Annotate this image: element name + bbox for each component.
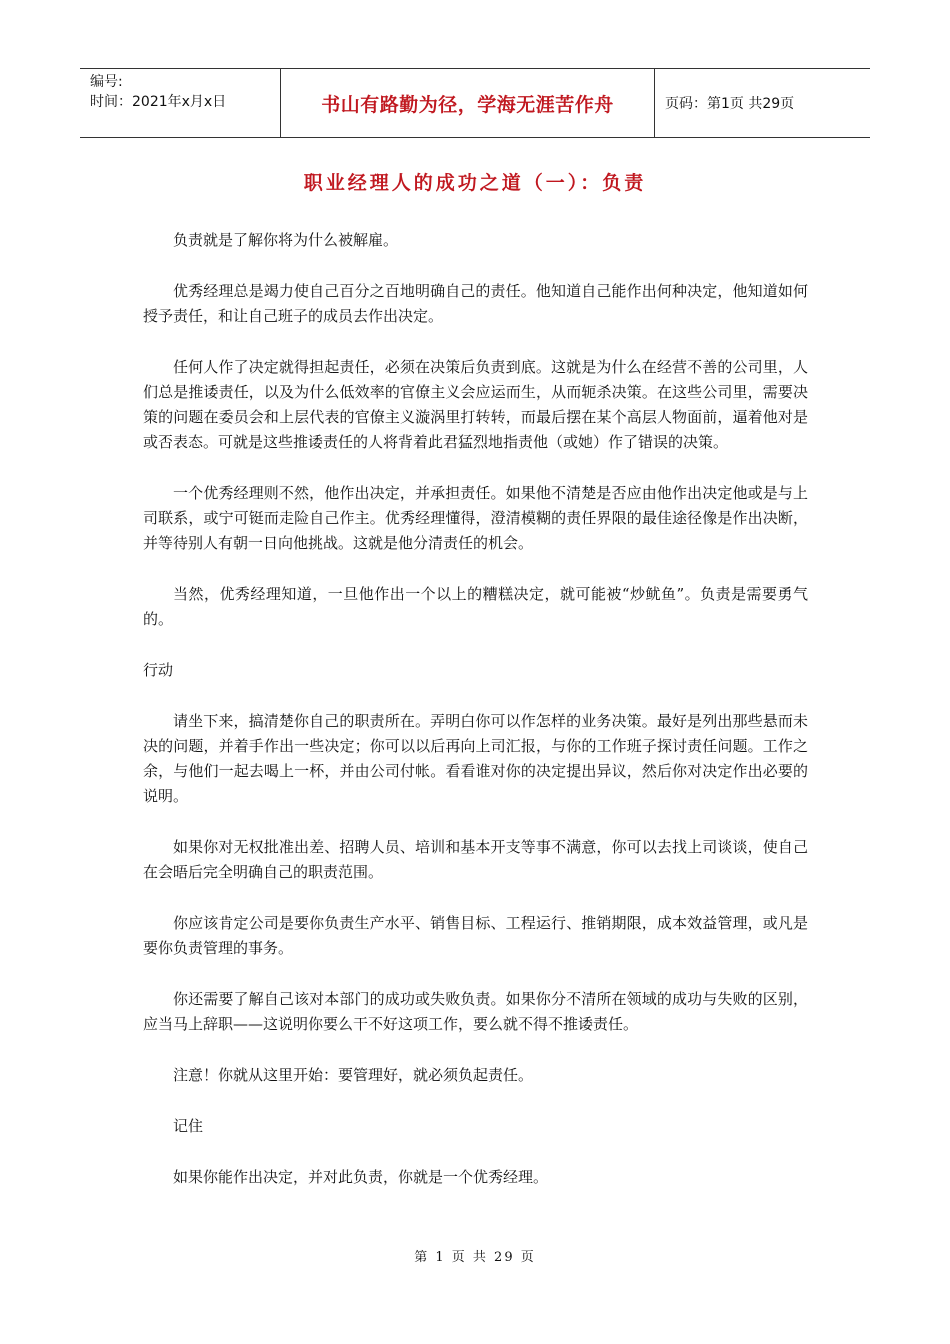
header-table (80, 68, 870, 138)
paragraph: 任何人作了决定就得担起责任，必须在决策后负责到底。这就是为什么在经营不善的公司里，人们总是推诿责任，以及为什么低效率的官僚主义会应运而生，从而轭杀决策。在这些公司里，需要决策的问题在委员会和上层代表的官僚主义漩涡里打转转，而最后摆在某个高层人物面前，逼着他对是或否表态。可就是这些推诿责任的人将背着此君猛烈地指责他（或她）作了错误的决策。 (143, 358, 808, 451)
header-left-cell (80, 69, 281, 137)
section-heading-action: 行动 (143, 661, 174, 679)
paragraph: 你应该肯定公司是要你负责生产水平、销售目标、工程运行、推销期限，成本效益管理，或凡是要你负责管理的事务。 (143, 914, 808, 957)
document-title: 职业经理人的成功之道（一）：负责 (303, 172, 647, 194)
page-footer: 第 1 页 共 29 页 (414, 1250, 536, 1265)
paragraph: 当然，优秀经理知道，一旦他作出一个以上的糟糕决定，就可能被“炒鱿鱼”。负责是需要勇气的。 (143, 585, 808, 628)
paragraph: 注意！你就从这里开始：要管理好，就必须负起责任。 (173, 1066, 534, 1084)
section-heading-remember: 记住 (173, 1117, 204, 1135)
paragraph: 你还需要了解自己该对本部门的成功或失败负责。如果你分不清所在领域的成功与失败的区别，应当马上辞职——这说明你要么干不好这项工作，要么就不得不推诿责任。 (143, 990, 808, 1033)
paragraph: 如果你能作出决定，并对此负责，你就是一个优秀经理。 (173, 1168, 549, 1186)
paragraph: 优秀经理总是竭力使自己百分之百地明确自己的责任。他知道自己能作出何种决定，他知道如何授予责任，和让自己班子的成员去作出决定。 (143, 282, 808, 325)
number-label: 编号: (90, 74, 123, 90)
paragraph: 如果你对无权批准出差、招聘人员、培训和基本开支等事不满意，你可以去找上司谈谈，使自己在会晤后完全明确自己的职责范围。 (143, 838, 808, 881)
page-code: 页码：第1页 共29页 (665, 96, 795, 112)
paragraph: 请坐下来，搞清楚你自己的职责所在。弄明白你可以作怎样的业务决策。最好是列出那些悬而未决的问题，并着手作出一些决定；你可以以后再向上司汇报，与你的工作班子探讨责任问题。工作之余，与他们一起去喝上一杯，并由公司付帐。看看谁对你的决定提出异议，然后你对决定作出必要的说明。 (143, 712, 808, 805)
document-body (143, 228, 808, 1216)
time-label: 时间：2021年x月x日 (90, 94, 227, 110)
motto: 书山有路勤为径，学海无涯苦作舟 (281, 69, 655, 137)
paragraph: 负责就是了解你将为什么被解雇。 (173, 231, 399, 249)
paragraph: 一个优秀经理则不然，他作出决定，并承担责任。如果他不清楚是否应由他作出决定他或是与上司联系，或宁可铤而走险自己作主。优秀经理懂得，澄清模糊的责任界限的最佳途径像是作出决断，并等待别人有朝一日向他挑战。这就是他分清责任的机会。 (143, 484, 808, 552)
